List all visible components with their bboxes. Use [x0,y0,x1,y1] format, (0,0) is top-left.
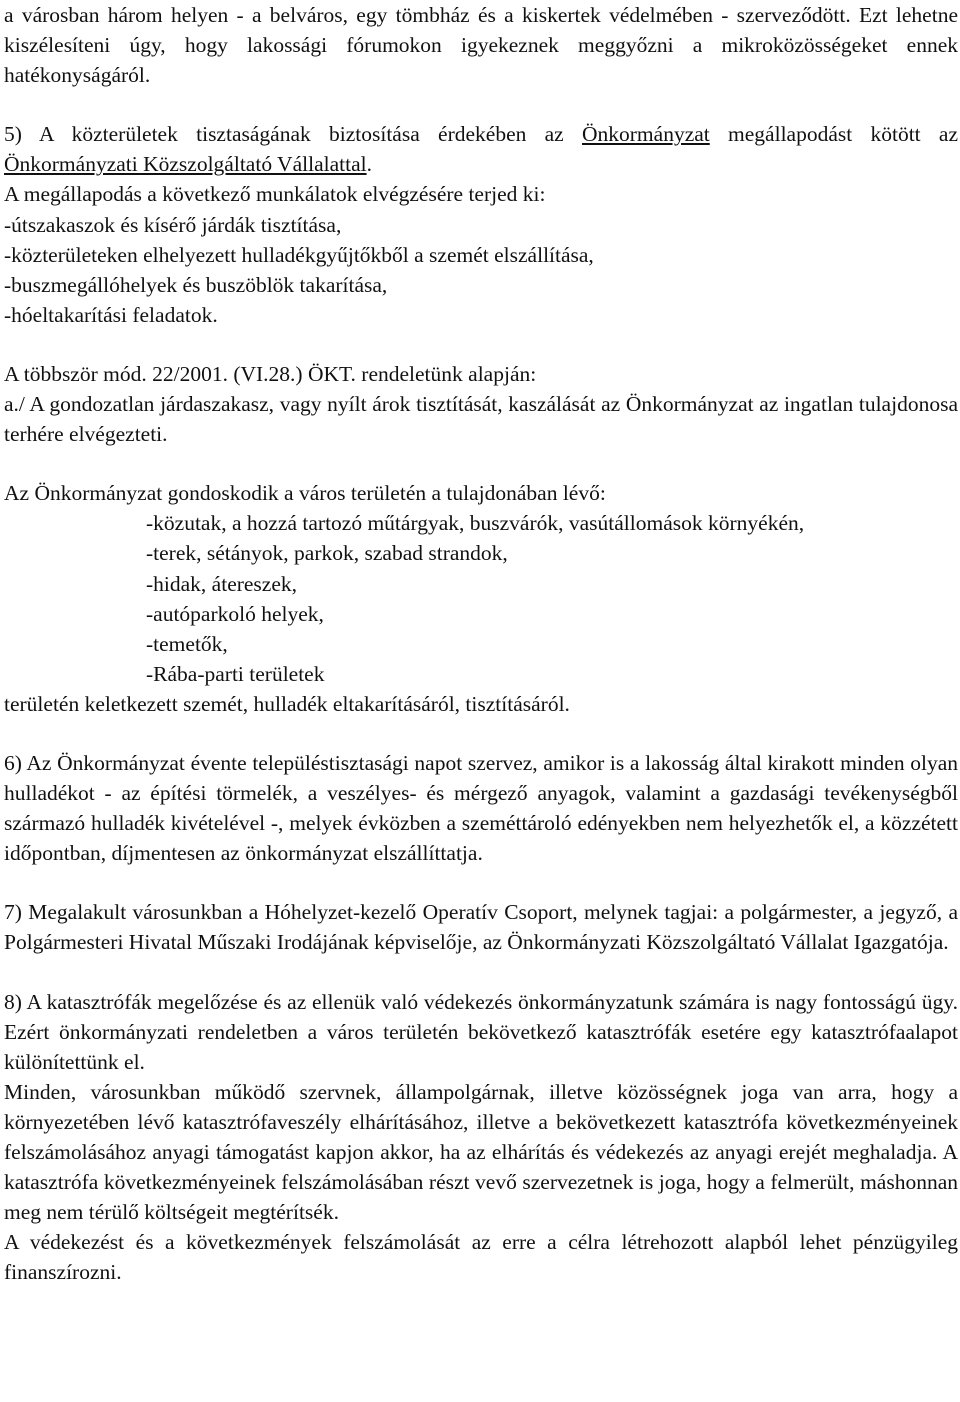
decree-point-a: a./ A gondozatlan járdaszakasz, vagy nyílt árok tisztítását, kaszálását az Önkormányzat az ingatlan tulajdonosa terhére elvégezteti. [4,392,958,447]
decree-reference: A többször mód. 22/2001. (VI.28.) ÖKT. rendeletünk alapján: [4,361,537,386]
task-item: -hóeltakarítási feladatok. [4,302,218,327]
agreement-scope: A megállapodás a következő munkálatok elvégzésére terjed ki: [4,182,546,207]
section-5-paragraph [4,119,958,179]
section-5-text-2: megállapodást kötött az [709,122,959,147]
care-item: -terek, sétányok, parkok, szabad strandok, [146,541,508,566]
task-item: -buszmegállóhelyek és buszöblök takarítása, [4,272,388,297]
care-item: -temetők, [146,631,228,656]
care-item: -hidak, átereszek, [146,571,298,596]
section-5-text-1: 5) A közterületek tisztaságának biztosítása érdekében az [4,122,582,147]
care-outro: területén keletkezett szemét, hulladék eltakarításáról, tisztításáról. [4,691,570,716]
section-8-rights-paragraph: Minden, városunkban működő szervnek, állampolgárnak, illetve közösségnek joga van arra, hogy a környezetében lévő katasztrófaveszély elhárításához, illetve a bekövetkezett katasztrófa következményeinek felszámolásához anyagi támogatást kapjon akkor, ha az elhárítás és védekezés az anyagi erejét meghaladja. A katasztrófa következményeinek felszámolásában részt vevő szervezetnek is joga, hogy a felmerült, máshonnan meg nem térülő költségeit megtérítsék. [4,1079,958,1225]
task-item: -közterületeken elhelyezett hulladékgyűjtőkből a szemét elszállítása, [4,242,594,267]
section-6-paragraph: 6) Az Önkormányzat évente településtisztasági napot szervez, amikor is a lakosság által kirakott minden olyan hulladékot - az építési törmelék, a veszélyes- és mérgező anyagok, valamint a gazdasági tevékenységből származó hulladék kivételével -, melyek évközben a szeméttároló edényekben nem helyezhetők el, a közzétett időpontban, díjmentesen az önkormányzat elszállíttatja. [4,750,958,866]
care-item: -közutak, a hozzá tartozó műtárgyak, buszvárók, vasútállomások környékén, [146,511,805,536]
section-5-text-3: . [366,152,372,177]
care-item: -autóparkoló helyek, [146,601,324,626]
section-8-funding-paragraph: A védekezést és a következmények felszámolását az erre a célra létrehozott alapból lehet pénzügyileg finanszírozni. [4,1230,958,1285]
section-8-paragraph: 8) A katasztrófák megelőzése és az ellenük való védekezés önkormányzatunk számára is nagy fontosságú ügy. Ezért önkormányzati rendeletben a város területén bekövetkező katasztrófák esetére egy katasztrófaalapot különítettünk el. [4,989,958,1074]
care-intro: Az Önkormányzat gondoskodik a város területén a tulajdonában lévő: [4,481,606,506]
care-item: -Rába-parti területek [146,661,325,686]
kozszolgaltato-link[interactable]: Önkormányzati Közszolgáltató Vállalattal [4,152,367,177]
onkormanyzat-link[interactable]: Önkormányzat [582,122,710,147]
task-item: -útszakaszok és kísérő járdák tisztítása, [4,212,342,237]
section-7-paragraph: 7) Megalakult városunkban a Hóhelyzet-kezelő Operatív Csoport, melynek tagjai: a polgármester, a jegyző, a Polgármesteri Hivatal Műszaki Irodájának képviselője, az Önkormányzati Közszolgáltató Vállalat Igazgatója. [4,900,958,955]
intro-paragraph: a városban három helyen - a belváros, egy tömbház és a kiskertek védelmében - szerveződött. Ezt lehetne kiszélesíteni úgy, hogy lakossági fórumokon igyekeznek meggyőzni a mikroközösségeket ennek hatékonyságáról. [4,3,958,88]
